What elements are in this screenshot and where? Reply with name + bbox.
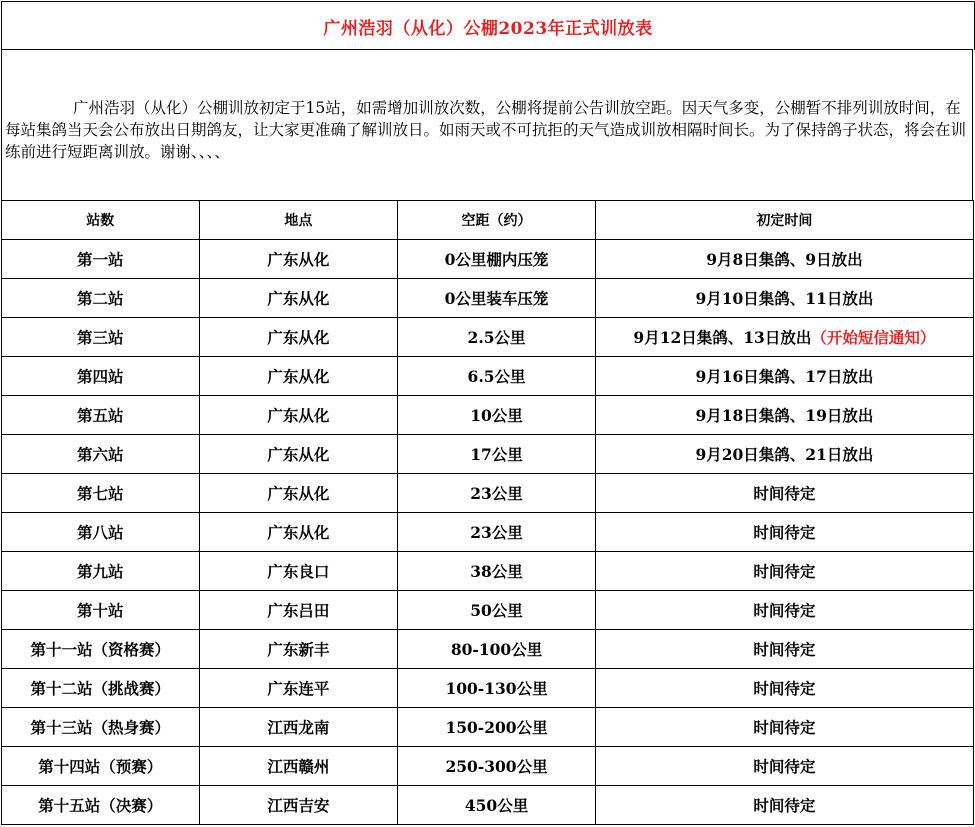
time-cell-text: 时间待定 (753, 640, 816, 659)
station-cell (2, 318, 200, 357)
distance-cell-text: 0公里装车压笼 (444, 289, 549, 308)
station-cell-text: 第四站 (77, 367, 124, 386)
table-header-row (2, 201, 974, 240)
station-cell-text: 第十站 (77, 601, 124, 620)
header-distance: 空距（约） (398, 201, 596, 240)
place-cell (199, 747, 398, 786)
distance-cell-text: 38公里 (470, 562, 523, 581)
place-cell (199, 396, 398, 435)
distance-cell (398, 513, 596, 552)
time-cell-text: 时间待定 (753, 796, 816, 815)
station-cell-text: 第十五站（决赛） (38, 796, 163, 815)
place-cell (199, 630, 398, 669)
place-cell (199, 513, 398, 552)
place-cell (199, 357, 398, 396)
place-cell-text: 广东从化 (267, 484, 330, 503)
station-cell (2, 591, 200, 630)
distance-cell (398, 240, 596, 279)
time-cell (595, 240, 973, 279)
place-cell (199, 708, 398, 747)
station-cell-text: 第十一站（资格赛） (30, 640, 171, 659)
time-cell-text: 9月10日集鸽、11日放出 (695, 289, 874, 308)
station-cell-text: 第二站 (77, 289, 124, 308)
station-cell (2, 435, 200, 474)
distance-cell (398, 318, 596, 357)
distance-cell (398, 396, 596, 435)
time-cell-text: 时间待定 (753, 601, 816, 620)
table-row (2, 669, 974, 708)
time-cell-text: 9月20日集鸽、21日放出 (695, 445, 874, 464)
place-cell-text: 广东从化 (267, 367, 330, 386)
title-row (1, 1, 975, 50)
place-cell-text: 广东从化 (267, 406, 330, 425)
table-row (2, 474, 974, 513)
time-cell (595, 669, 973, 708)
station-cell-text: 第七站 (77, 484, 124, 503)
place-cell-text: 江西吉安 (267, 796, 330, 815)
time-cell (595, 708, 973, 747)
header-place: 地点 (199, 201, 398, 240)
place-cell (199, 591, 398, 630)
place-cell-text: 广东吕田 (267, 601, 330, 620)
time-cell-text: 9月12日集鸽、13日放出 (633, 328, 812, 347)
place-cell-text: 广东新丰 (267, 640, 330, 659)
table-row (2, 240, 974, 279)
station-cell-text: 第五站 (77, 406, 124, 425)
distance-cell-text: 80-100公里 (450, 640, 543, 659)
distance-cell-text: 50公里 (470, 601, 523, 620)
station-cell (2, 630, 200, 669)
sms-notice-bracket: （ (811, 328, 827, 347)
place-cell (199, 435, 398, 474)
place-cell-text: 广东从化 (267, 523, 330, 542)
station-cell (2, 708, 200, 747)
table-row (2, 630, 974, 669)
distance-cell (398, 669, 596, 708)
table-row (2, 318, 974, 357)
station-cell (2, 396, 200, 435)
header-time: 初定时间 (595, 201, 973, 240)
distance-cell (398, 591, 596, 630)
table-row (2, 708, 974, 747)
distance-cell-text: 250-300公里 (445, 757, 548, 776)
time-cell (595, 747, 973, 786)
distance-cell-text: 23公里 (470, 484, 523, 503)
station-cell (2, 474, 200, 513)
time-cell (595, 552, 973, 591)
place-cell-text: 江西龙南 (267, 718, 330, 737)
place-cell-text: 广东从化 (267, 250, 330, 269)
place-cell (199, 552, 398, 591)
time-cell (595, 474, 973, 513)
table-row (2, 357, 974, 396)
distance-cell (398, 279, 596, 318)
notice-row (1, 49, 973, 200)
time-cell-text: 时间待定 (753, 484, 816, 503)
distance-cell-text: 17公里 (470, 445, 523, 464)
time-cell (595, 435, 973, 474)
place-cell-text: 广东良口 (267, 562, 330, 581)
notice-text: 广州浩羽（从化）公棚训放初定于15站，如需增加训放次数，公棚将提前公告训放空距。因天气多变，公棚暂不排列训放时间，在每站集鸽当天会公布放出日期鸽友，让大家更准确了解训放日。如雨天或不可抗拒的天气造成训放相隔时间长。为了保持鸽子状态，将会在训练前进行短距离训放。谢谢、、、、 (5, 99, 967, 161)
time-cell-text: 时间待定 (753, 523, 816, 542)
table-row (2, 591, 974, 630)
distance-cell-text: 100-130公里 (445, 679, 548, 698)
distance-cell-text: 6.5公里 (467, 367, 526, 386)
table-row (2, 747, 974, 786)
station-cell-text: 第十三站（热身赛） (30, 718, 171, 737)
table-row (2, 786, 974, 825)
table-row (2, 435, 974, 474)
distance-cell-text: 23公里 (470, 523, 523, 542)
distance-cell (398, 435, 596, 474)
station-cell (2, 279, 200, 318)
place-cell-text: 广东从化 (267, 445, 330, 464)
table-row (2, 279, 974, 318)
time-cell-text: 时间待定 (753, 718, 816, 737)
distance-cell-text: 10公里 (470, 406, 523, 425)
distance-cell (398, 630, 596, 669)
distance-cell (398, 747, 596, 786)
header-station: 站数 (2, 201, 200, 240)
station-cell-text: 第六站 (77, 445, 124, 464)
time-cell (595, 318, 973, 357)
place-cell (199, 786, 398, 825)
distance-cell (398, 786, 596, 825)
place-cell (199, 318, 398, 357)
time-cell (595, 396, 973, 435)
station-cell-text: 第九站 (77, 562, 124, 581)
table-row (2, 513, 974, 552)
station-cell (2, 240, 200, 279)
time-cell-text: 9月16日集鸽、17日放出 (695, 367, 874, 386)
station-cell (2, 552, 200, 591)
place-cell (199, 669, 398, 708)
station-cell (2, 357, 200, 396)
station-cell-text: 第十四站（预赛） (38, 757, 163, 776)
sms-notice-bracket: ） (919, 328, 936, 347)
distance-cell (398, 474, 596, 513)
place-cell (199, 279, 398, 318)
station-cell (2, 669, 200, 708)
time-cell-text: 时间待定 (753, 562, 816, 581)
time-cell-text: 9月18日集鸽、19日放出 (695, 406, 874, 425)
time-cell-text: 时间待定 (753, 757, 816, 776)
distance-cell (398, 552, 596, 591)
time-cell (595, 357, 973, 396)
distance-cell-text: 150-200公里 (445, 718, 548, 737)
distance-cell (398, 357, 596, 396)
place-cell (199, 240, 398, 279)
place-cell-text: 广东连平 (267, 679, 330, 698)
station-cell-text: 第三站 (77, 328, 124, 347)
distance-cell-text: 450公里 (464, 796, 529, 815)
time-cell-text: 时间待定 (753, 679, 816, 698)
distance-cell-text: 0公里棚内压笼 (444, 250, 549, 269)
place-cell-text: 广东从化 (267, 328, 330, 347)
table-row (2, 552, 974, 591)
distance-cell (398, 708, 596, 747)
station-cell (2, 513, 200, 552)
time-cell (595, 279, 973, 318)
station-cell (2, 786, 200, 825)
time-cell (595, 591, 973, 630)
place-cell-text: 江西赣州 (267, 757, 330, 776)
time-cell (595, 786, 973, 825)
distance-cell-text: 2.5公里 (467, 328, 526, 347)
sms-notice-label: 开始短信通知 (826, 328, 920, 347)
station-cell-text: 第八站 (77, 523, 124, 542)
time-cell (595, 630, 973, 669)
page-title: 广州浩羽（从化）公棚2023年正式训放表 (323, 18, 653, 39)
place-cell (199, 474, 398, 513)
time-cell (595, 513, 973, 552)
station-cell-text: 第一站 (77, 250, 124, 269)
station-cell-text: 第十二站（挑战赛） (30, 679, 171, 698)
place-cell-text: 广东从化 (267, 289, 330, 308)
table-row (2, 396, 974, 435)
schedule-table (1, 200, 974, 825)
time-cell-text: 9月8日集鸽、9日放出 (706, 250, 863, 269)
station-cell (2, 747, 200, 786)
